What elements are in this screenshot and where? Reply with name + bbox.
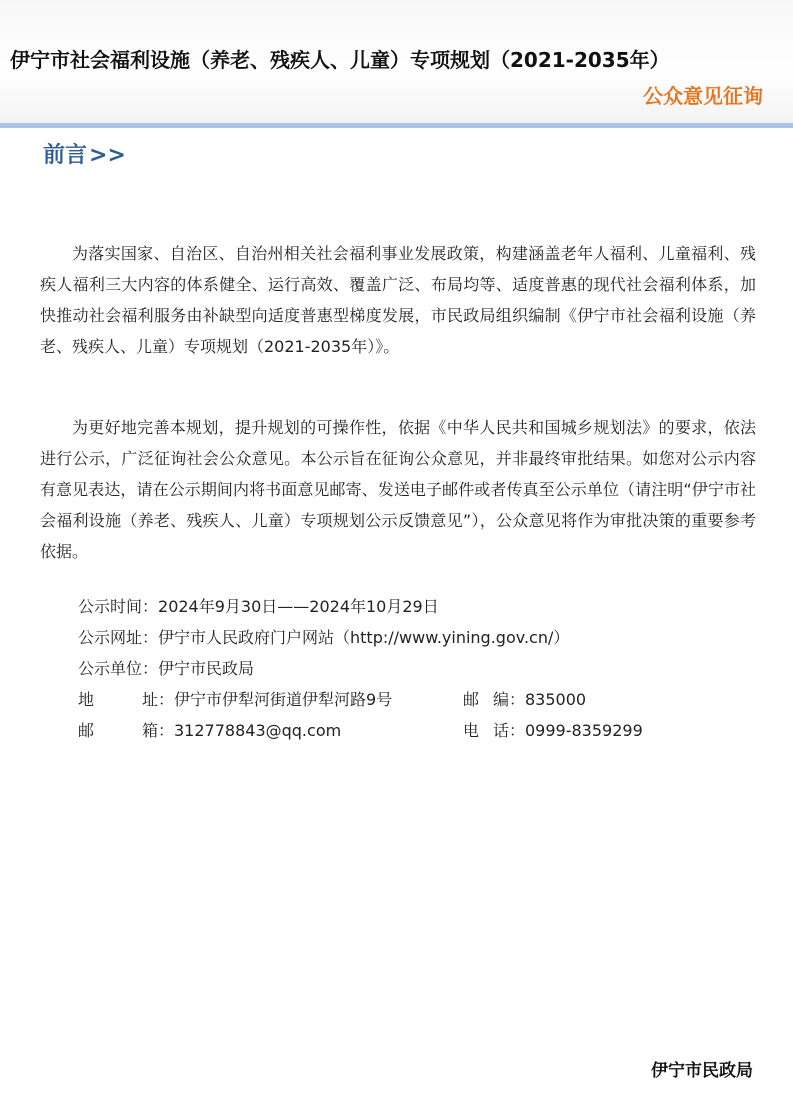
- section-heading: [43, 138, 126, 169]
- address-label-char: 址: [141, 690, 158, 709]
- email-value[interactable]: 312778843@qq.com: [174, 721, 342, 740]
- phone-cell: [463, 715, 643, 746]
- header-divider: [0, 123, 793, 128]
- phone-value: 0999-8359299: [525, 721, 643, 740]
- email-label-char: 箱: [141, 721, 158, 740]
- unit-label: 公示单位: [78, 659, 143, 678]
- page-header: [0, 0, 793, 123]
- time-value: 2024年9月30日——2024年10月29日: [158, 597, 439, 616]
- info-row-email: [78, 715, 758, 746]
- phone-label-char: 话: [492, 721, 509, 740]
- postcode-value: 835000: [525, 690, 587, 709]
- address-label: [78, 684, 158, 715]
- colon: ：: [142, 628, 159, 647]
- postcode-label-char: 邮: [463, 690, 480, 709]
- postcode-label-char: 编: [492, 690, 509, 709]
- paragraph-intro: 为落实国家、自治区、自治州相关社会福利事业发展政策，构建涵盖老年人福利、儿童福利、残疾人福利三大内容的体系健全、运行高效、覆盖广泛、布局均等、适度普惠的现代社会福利体系，加快推动社会福利服务由补缺型向适度普惠型梯度发展，市民政局组织编制《伊宁市社会福利设施（养老、残疾人、儿童）专项规划（2021-2035年）》。: [40, 244, 756, 356]
- info-row-site: [78, 622, 758, 653]
- colon: ：: [142, 659, 159, 678]
- email-cell: [78, 715, 463, 746]
- time-label: 公示时间: [78, 597, 143, 616]
- phone-label: [463, 715, 509, 746]
- site-label: 公示网址: [78, 628, 143, 647]
- address-value: 伊宁市伊犁河街道伊犁河路9号: [174, 690, 393, 709]
- info-row-address: [78, 684, 758, 715]
- email-label-char: 邮: [78, 721, 95, 740]
- document-subtitle: 公众意见征询: [643, 84, 763, 108]
- colon: ：: [509, 721, 526, 740]
- info-row-time: [78, 591, 758, 622]
- contact-info: [78, 591, 758, 746]
- section-arrows: >>: [89, 143, 126, 168]
- issuer-signature: 伊宁市民政局: [651, 1061, 753, 1081]
- colon: ：: [158, 690, 175, 709]
- section-title: 前言: [43, 143, 88, 168]
- email-label: [78, 715, 158, 746]
- phone-label-char: 电: [463, 721, 480, 740]
- document-title: 伊宁市社会福利设施（养老、残疾人、儿童）专项规划（2021-2035年）: [10, 48, 670, 72]
- info-row-unit: [78, 653, 758, 684]
- colon: ：: [158, 721, 175, 740]
- colon: ：: [142, 597, 159, 616]
- unit-value: 伊宁市民政局: [158, 659, 255, 678]
- address-cell: [78, 684, 463, 715]
- site-value[interactable]: 伊宁市人民政府门户网站（http://www.yining.gov.cn/）: [158, 628, 570, 647]
- postcode-cell: [463, 684, 586, 715]
- postcode-label: [463, 684, 509, 715]
- paragraph-notice: 为更好地完善本规划，提升规划的可操作性，依据《中华人民共和国城乡规划法》的要求，依法进行公示，广泛征询社会公众意见。本公示旨在征询公众意见，并非最终审批结果。如您对公示内容有意见表达，请在公示期间内将书面意见邮寄、发送电子邮件或者传真至公示单位（请注明“伊宁市社会福利设施（养老、残疾人、儿童）专项规划公示反馈意见”），公众意见将作为审批决策的重要参考依据。: [40, 418, 756, 561]
- address-label-char: 地: [78, 690, 95, 709]
- colon: ：: [509, 690, 526, 709]
